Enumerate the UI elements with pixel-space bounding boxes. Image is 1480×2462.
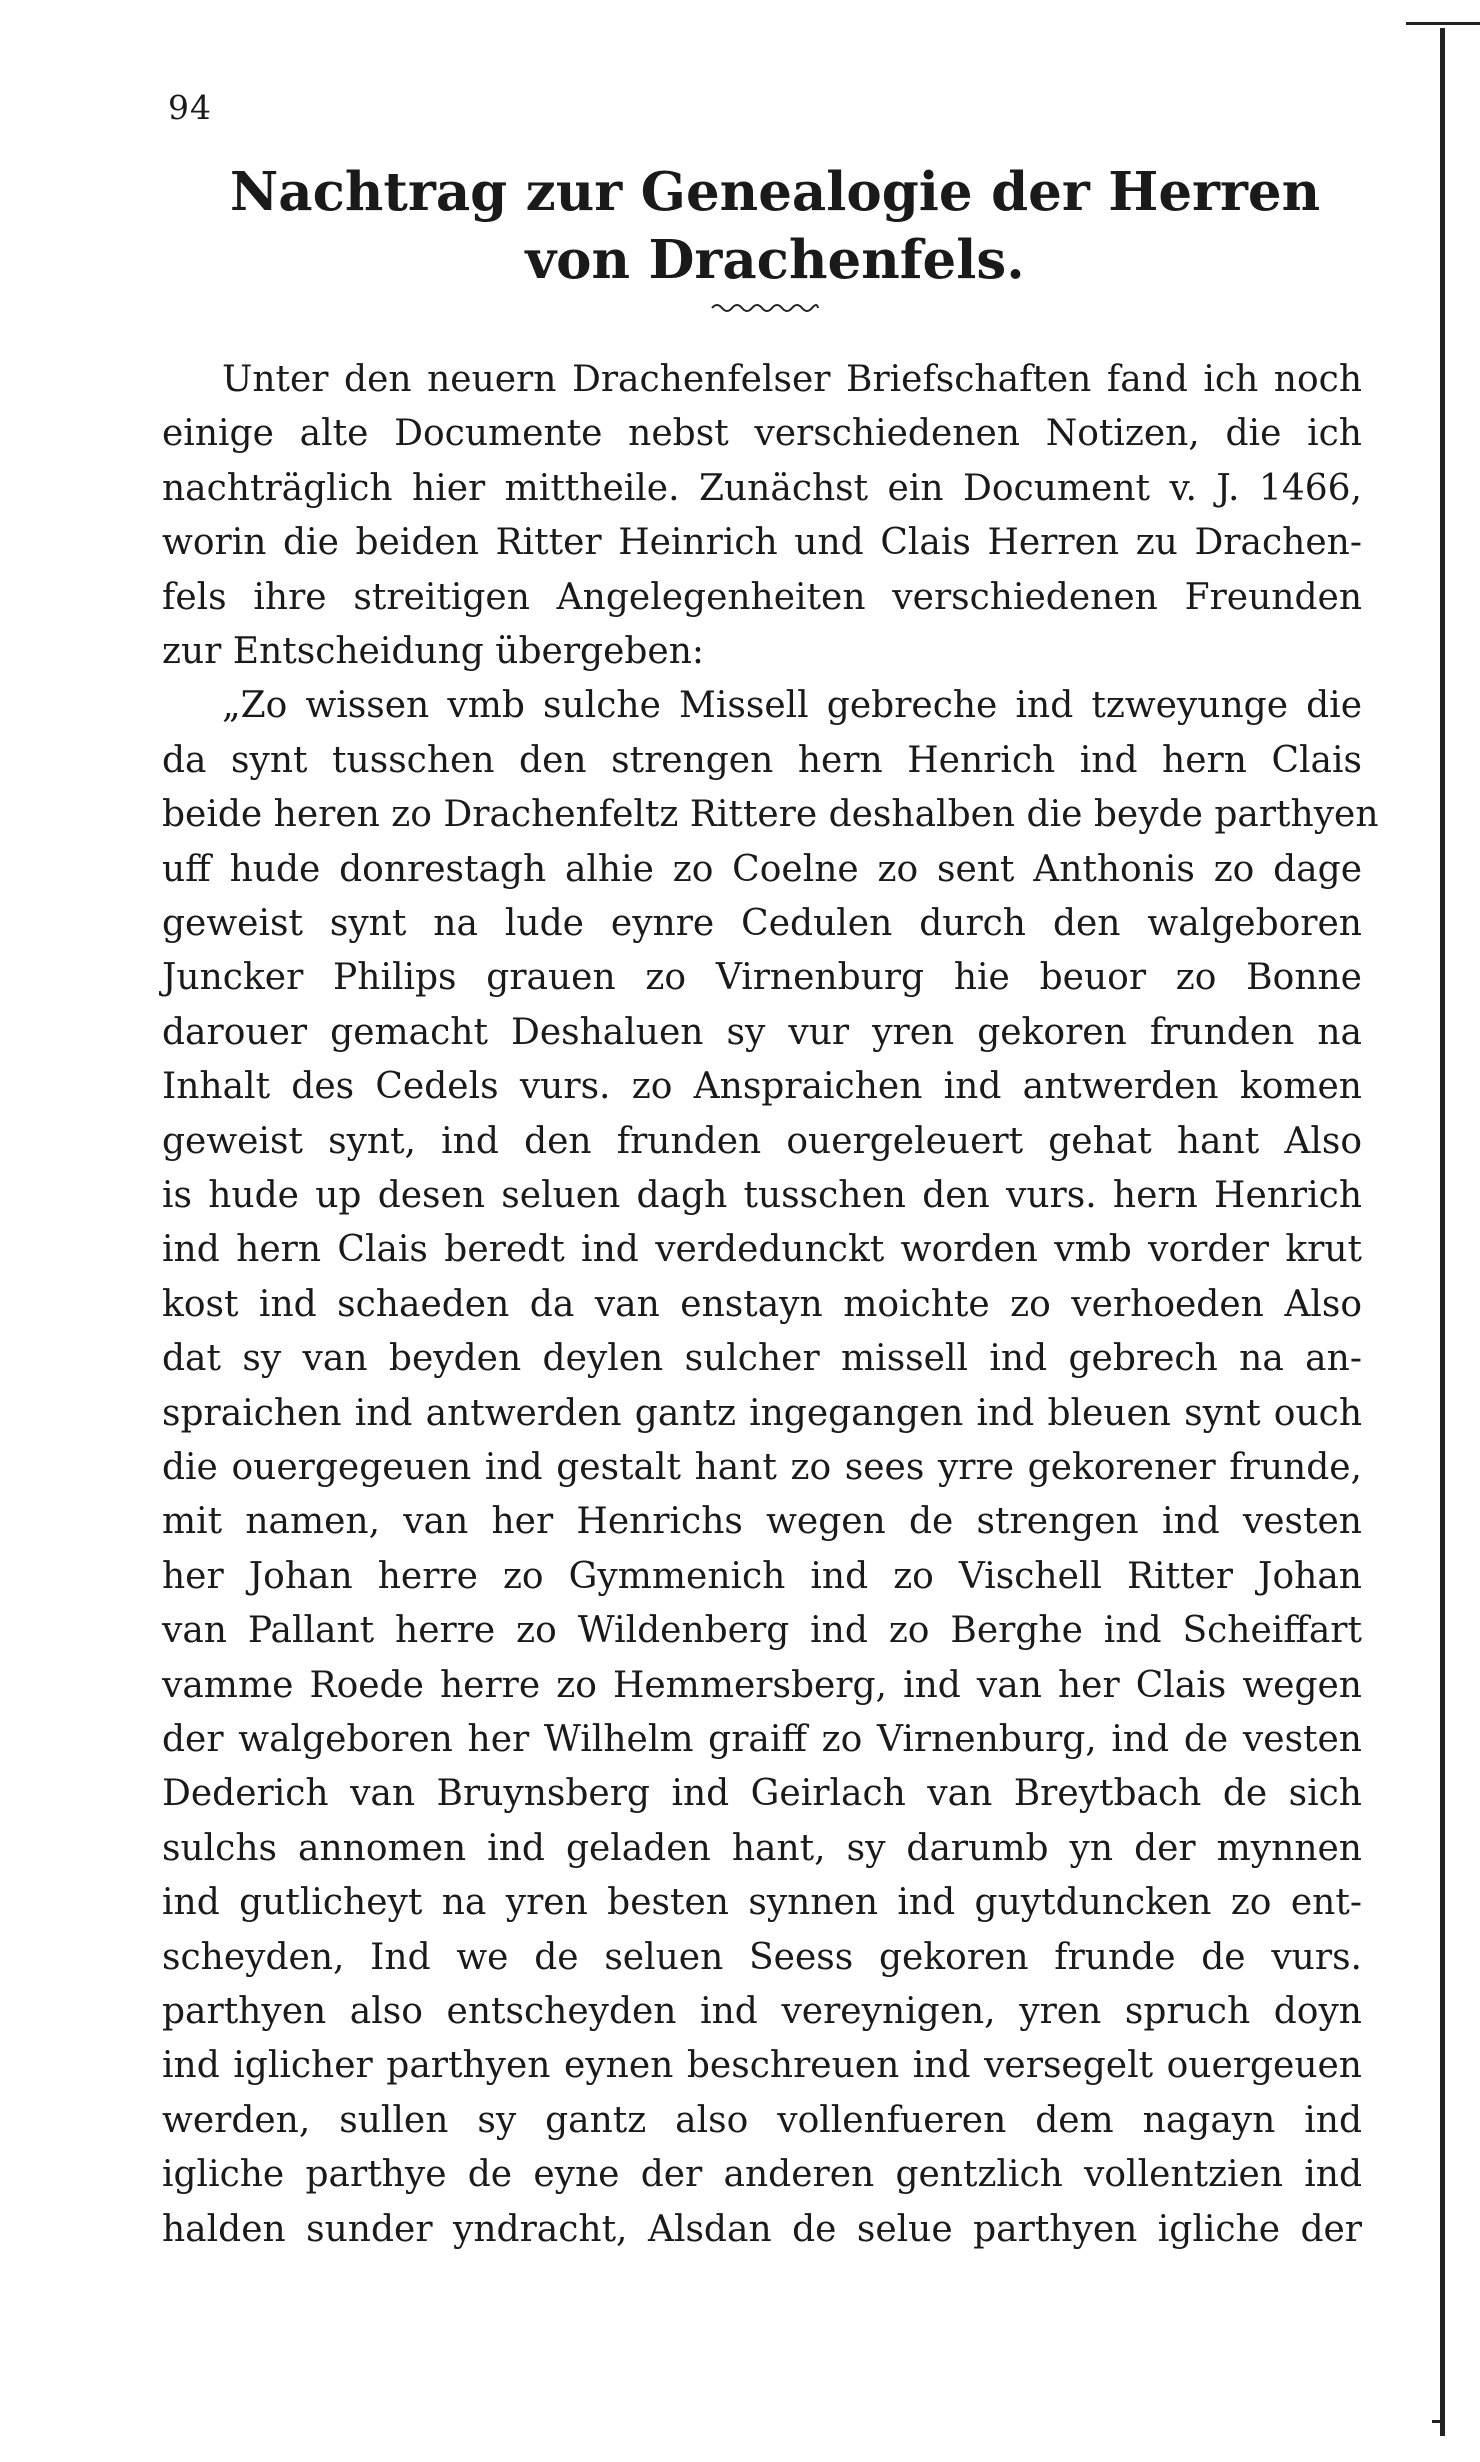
text-line: Dederich van Bruynsberg ind Geirlach van Breytbach de sich (162, 1773, 1362, 1814)
title-ornament (710, 300, 820, 316)
text-line: beide heren zo Drachenfeltz Rittere deshalben die beyde parthyen (162, 794, 1379, 835)
text-line: geweist synt, ind den frunden ouergeleuert gehat hant Also (162, 1121, 1362, 1162)
text-line: igliche parthye de eyne der anderen gentzlich vollentzien ind (162, 2154, 1362, 2195)
text-line: ind iglicher parthyen eynen beschreuen ind versegelt ouergeuen (162, 2045, 1362, 2086)
text-line: Inhalt des Cedels vurs. zo Anspraichen ind antwerden komen (162, 1066, 1362, 1107)
text-line: da synt tusschen den strengen hern Henrich ind hern Clais (162, 740, 1362, 781)
text-line: „Zo wissen vmb sulche Missell gebreche ind tzweyunge die (222, 685, 1362, 726)
text-line: parthyen also entscheyden ind vereynigen, yren spruch doyn (162, 1991, 1362, 2032)
title-line: Nachtrag zur Genealogie der Herren (229, 161, 1321, 223)
frame-rule (1440, 28, 1445, 2436)
text-line: mit namen, van her Henrichs wegen de strengen ind vesten (162, 1501, 1362, 1542)
page-number: 94 (168, 88, 212, 127)
text-line: der walgeboren her Wilhelm graiff zo Virnenburg, ind de vesten (162, 1719, 1362, 1760)
text-line: fels ihre streitigen Angelegenheiten verschiedenen Freunden (162, 577, 1362, 618)
text-line: scheyden, Ind we de seluen Seess gekoren frunde de vurs. (162, 1937, 1362, 1978)
text-line: werden, sullen sy gantz also vollenfueren dem nagayn ind (162, 2100, 1362, 2141)
text-line: her Johan herre zo Gymmenich ind zo Vischell Ritter Johan (162, 1556, 1362, 1597)
text-line: zur Entscheidung übergeben: (162, 631, 705, 672)
text-line: spraichen ind antwerden gantz ingegangen ind bleuen synt ouch (162, 1393, 1362, 1434)
text-line: Unter den neuern Drachenfelser Briefschaften fand ich noch (222, 359, 1362, 400)
page-title (160, 158, 1390, 294)
text-line: nachträglich hier mittheile. Zunächst ein Document v. J. 1466, (162, 468, 1362, 509)
text-line: Juncker Philips grauen zo Virnenburg hie beuor zo Bonne (162, 957, 1362, 998)
text-line: kost ind schaeden da van enstayn moichte zo verhoeden Also (162, 1284, 1362, 1325)
text-line: darouer gemacht Deshaluen sy vur yren gekoren frunden na (162, 1012, 1362, 1053)
text-line: ind hern Clais beredt ind verdedunckt worden vmb vorder krut (162, 1229, 1362, 1270)
text-line: halden sunder yndracht, Alsdan de selue parthyen igliche der (162, 2209, 1362, 2250)
text-line: van Pallant herre zo Wildenberg ind zo Berghe ind Scheiffart (162, 1610, 1362, 1651)
text-line: einige alte Documente nebst verschiedenen Notizen, die ich (162, 413, 1362, 454)
title-line: von Drachenfels. (525, 229, 1025, 291)
frame-rule-top (1406, 22, 1480, 25)
text-line: uff hude donrestagh alhie zo Coelne zo sent Anthonis zo dage (162, 849, 1362, 890)
text-line: die ouergegeuen ind gestalt hant zo sees yrre gekorener frunde, (162, 1447, 1362, 1488)
text-line: geweist synt na lude eynre Cedulen durch den walgeboren (162, 903, 1362, 944)
text-line: dat sy van beyden deylen sulcher missell ind gebrech na an- (162, 1338, 1362, 1379)
text-line: is hude up desen seluen dagh tusschen den vurs. hern Henrich (162, 1175, 1362, 1216)
text-line: sulchs annomen ind geladen hant, sy darumb yn der mynnen (162, 1828, 1362, 1869)
text-line: vamme Roede herre zo Hemmersberg, ind van her Clais wegen (162, 1665, 1362, 1706)
frame-rule-bottom (1432, 2420, 1444, 2423)
text-line: worin die beiden Ritter Heinrich und Clais Herren zu Drachen- (162, 522, 1362, 563)
text-line: ind gutlicheyt na yren besten synnen ind guytduncken zo ent- (162, 1882, 1362, 1923)
